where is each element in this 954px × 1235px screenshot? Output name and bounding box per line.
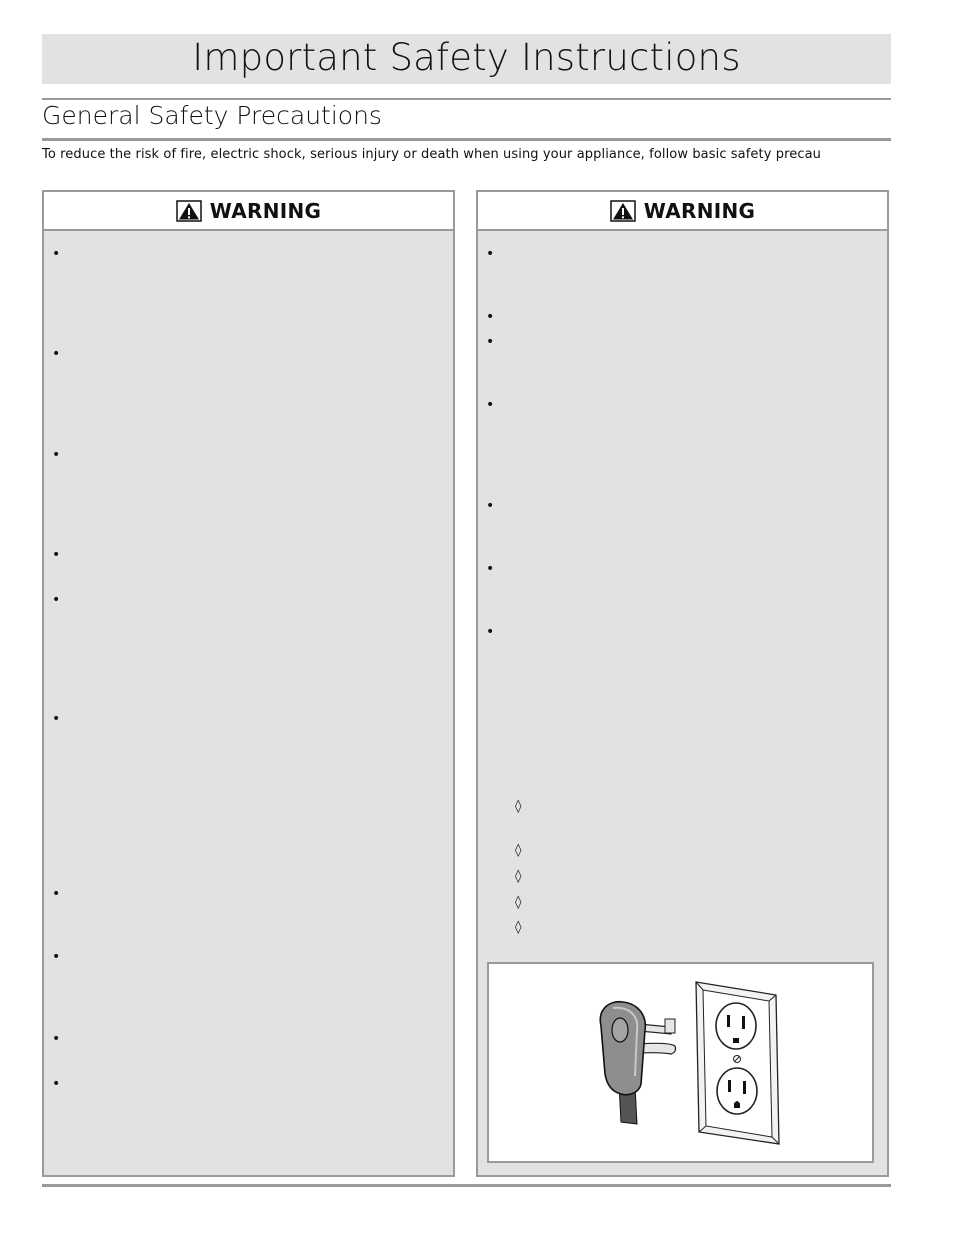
warning-label: WARNING [643,198,756,223]
list-bullet: • [486,624,495,640]
list-bullet: • [486,309,495,325]
plug-outlet-illustration [489,964,872,1161]
title-bar [42,34,891,84]
sub-list-diamond: ◊ [515,895,522,910]
sub-list-diamond: ◊ [515,869,522,884]
list-bullet: • [52,1076,61,1092]
section-rule [42,138,891,141]
warning-triangle-icon [610,200,636,222]
outlet-icon [696,982,779,1144]
list-bullet: • [52,547,61,563]
warning-triangle-icon [176,200,202,222]
list-bullet: • [52,246,61,262]
list-bullet: • [52,1031,61,1047]
warning-header-left [44,192,453,231]
plug-outlet-figure [487,962,874,1163]
warning-panel-left [42,190,455,1177]
top-rule [42,98,891,100]
list-bullet: • [52,592,61,608]
sub-list-diamond: ◊ [515,799,522,814]
section-title: General Safety Precautions [42,101,382,130]
list-bullet: • [486,561,495,577]
list-bullet: • [52,346,61,362]
warning-label: WARNING [209,198,322,223]
sub-list-diamond: ◊ [515,920,522,935]
list-bullet: • [486,498,495,514]
list-bullet: • [486,397,495,413]
warning-header-right [478,192,887,231]
list-bullet: • [486,246,495,262]
bottom-rule [42,1184,891,1187]
plug-icon [600,1002,675,1124]
list-bullet: • [52,711,61,727]
page-title: Important Safety Instructions [192,36,741,79]
list-bullet: • [486,334,495,350]
sub-list-diamond: ◊ [515,843,522,858]
intro-text: To reduce the risk of fire, electric shock, serious injury or death when using your appliance, follow basic safety precau [42,147,821,162]
list-bullet: • [52,886,61,902]
list-bullet: • [52,447,61,463]
list-bullet: • [52,949,61,965]
